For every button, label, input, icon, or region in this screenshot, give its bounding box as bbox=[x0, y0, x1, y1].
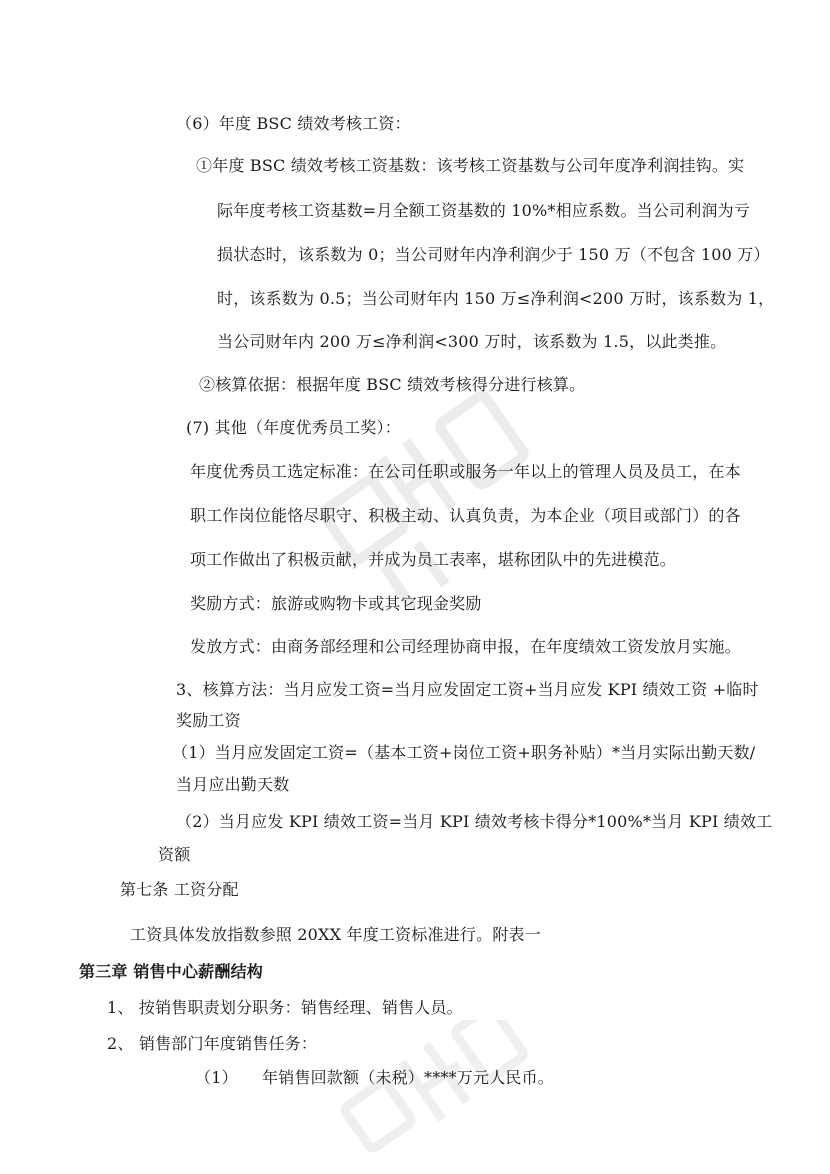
paragraph-line: （2）当月应发 KPI 绩效工资=当月 KPI 绩效考核卡得分*100%*当月 KPI 绩效工 bbox=[176, 812, 773, 831]
section-6-title: （6）年度 BSC 绩效考核工资： bbox=[176, 114, 411, 133]
paragraph-line: 年度优秀员工选定标准：在公司任职或服务一年以上的管理人员及员工，在本 bbox=[190, 462, 741, 481]
list-item: 年销售回款额（未税）****万元人民币。 bbox=[262, 1068, 555, 1087]
chapter-3-title: 第三章 销售中心薪酬结构 bbox=[79, 962, 263, 981]
paragraph-line: 项工作做出了积极贡献，并成为员工表率，堪称团队中的先进模范。 bbox=[190, 550, 677, 569]
list-item-number: （1） bbox=[195, 1068, 238, 1087]
paragraph-line: 际年度考核工资基数=月全额工资基数的 10%*相应系数。当公司利润为亏 bbox=[217, 201, 751, 220]
list-item: 2、 销售部门年度销售任务： bbox=[107, 1034, 318, 1053]
paragraph-line: ①年度 BSC 绩效考核工资基数：该考核工资基数与公司年度净利润挂钩。实 bbox=[196, 156, 745, 175]
list-item: 1、 按销售职责划分职务：销售经理、销售人员。 bbox=[107, 998, 463, 1017]
paragraph-line: 当月应出勤天数 bbox=[176, 775, 290, 794]
article-7-title: 第七条 工资分配 bbox=[120, 880, 239, 899]
paragraph-line: 时，该系数为 0.5；当公司财年内 150 万≤净利润<200 万时，该系数为 1， bbox=[217, 289, 775, 308]
paragraph-line: 发放方式：由商务部经理和公司经理协商申报，在年度绩效工资发放月实施。 bbox=[190, 637, 741, 656]
watermark-graphic bbox=[330, 1020, 550, 1160]
paragraph-line: （1）当月应发固定工资=（基本工资+岗位工资+职务补贴）*当月实际出勤天数/ bbox=[172, 743, 756, 762]
paragraph-line: 职工作岗位能恪尽职守、积极主动、认真负责，为本企业（项目或部门）的各 bbox=[190, 506, 741, 525]
paragraph-line: 3、核算方法：当月应发工资=当月应发固定工资+当月应发 KPI 绩效工资 +临时 bbox=[176, 680, 759, 699]
paragraph-line: ②核算依据：根据年度 BSC 绩效考核得分进行核算。 bbox=[199, 375, 586, 394]
paragraph-line: 当公司财年内 200 万≤净利润<300 万时，该系数为 1.5，以此类推。 bbox=[217, 332, 727, 351]
paragraph-line: 工资具体发放指数参照 20XX 年度工资标准进行。附表一 bbox=[130, 925, 541, 944]
paragraph-line: 损状态时，该系数为 0；当公司财年内净利润少于 150 万（不包含 100 万） bbox=[217, 245, 770, 264]
paragraph-line: 奖励工资 bbox=[176, 711, 241, 730]
section-7-title: (7) 其他（年度优秀员工奖）： bbox=[186, 418, 401, 437]
paragraph-line: 奖励方式：旅游或购物卡或其它现金奖励 bbox=[190, 594, 482, 613]
paragraph-line: 资额 bbox=[158, 845, 191, 864]
